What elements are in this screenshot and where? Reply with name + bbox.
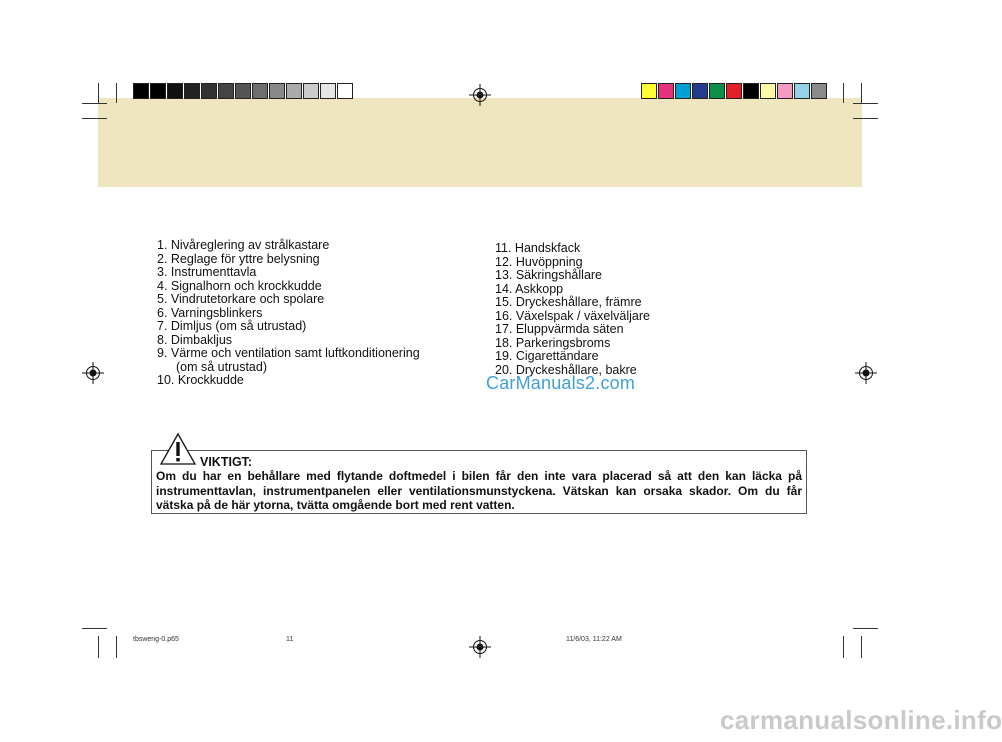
warning-triangle-icon <box>160 433 196 465</box>
grayscale-swatch-bar <box>133 83 354 100</box>
color-swatch <box>269 83 285 99</box>
list-item: 6. Varningsblinkers <box>157 305 263 320</box>
list-item: 13. Säkringshållare <box>495 268 603 282</box>
component-list-right <box>495 242 650 377</box>
registration-mark-right <box>855 362 877 384</box>
color-swatch <box>337 83 353 99</box>
watermark-carmanuals2: CarManuals2.com <box>486 373 636 393</box>
list-item: 4. Signalhorn och krockkudde <box>157 278 322 293</box>
warning-text: Om du har en behållare med flytande doftmedel i bilen får den inte vara placerad så att den kan läcka på instrumenttavlan, instrumentpanelen eller ventilationsmunstyckena. Vätskan kan orsaka skador. Om du får vätska på de här ytorna, tvätta omgående bort med rent vatten. <box>156 469 802 512</box>
header-band <box>98 98 862 187</box>
list-item: 11. Handskfack <box>495 241 581 255</box>
color-swatch <box>692 83 708 99</box>
color-swatch <box>709 83 725 99</box>
color-swatch <box>167 83 183 99</box>
list-item: 18. Parkeringsbroms <box>495 335 611 350</box>
list-item-continuation: (om så utrustad) <box>176 359 268 374</box>
footer-timestamp: 11/6/03, 11:22 AM <box>566 636 622 643</box>
color-swatch <box>201 83 217 99</box>
color-swatch <box>726 83 742 99</box>
list-item: 14. Askkopp <box>495 281 564 296</box>
list-item: 9. Värme och ventilation samt luftkonditionering <box>157 346 420 360</box>
footer-page-number: 11 <box>286 636 294 643</box>
registration-mark-bottom <box>469 636 491 658</box>
warning-title: VIKTIGT: <box>200 455 253 469</box>
list-item: 8. Dimbakljus <box>157 332 233 347</box>
list-item: 17. Eluppvärmda säten <box>495 322 624 336</box>
color-swatch <box>133 83 149 99</box>
list-item: 10. Krockkudde <box>157 373 244 387</box>
color-swatch <box>320 83 336 99</box>
color-swatch <box>184 83 200 99</box>
color-swatch <box>218 83 234 99</box>
color-swatch <box>743 83 759 99</box>
color-swatch <box>252 83 268 99</box>
list-item: 3. Instrumenttavla <box>157 265 257 279</box>
color-swatch <box>150 83 166 99</box>
color-swatch <box>286 83 302 99</box>
list-item: 15. Dryckeshållare, främre <box>495 295 642 309</box>
color-swatch <box>641 83 657 99</box>
color-swatch <box>658 83 674 99</box>
list-item: 19. Cigarettändare <box>495 349 599 363</box>
component-list-left <box>157 239 420 388</box>
registration-mark-left <box>82 362 104 384</box>
color-swatch <box>811 83 827 99</box>
list-item: 20. Dryckeshållare, bakre <box>495 362 637 377</box>
color-swatch <box>777 83 793 99</box>
footer-filename: tbsweng-0.p65 <box>133 636 179 643</box>
color-swatch <box>794 83 810 99</box>
color-swatch <box>235 83 251 99</box>
list-item: 7. Dimljus (om så utrustad) <box>157 319 307 333</box>
color-swatch <box>675 83 691 99</box>
color-swatch-bar <box>641 83 828 100</box>
watermark-carmanualsonline: carmanualsonline.info <box>720 705 1002 735</box>
list-item: 2. Reglage för yttre belysning <box>157 251 320 266</box>
registration-mark-top <box>469 84 491 106</box>
color-swatch <box>760 83 776 99</box>
list-item: 12. Huvöppning <box>495 254 583 269</box>
list-item: 5. Vindrutetorkare och spolare <box>157 292 325 306</box>
color-swatch <box>303 83 319 99</box>
warning-box <box>151 450 807 514</box>
list-item: 1. Nivåreglering av strålkastare <box>157 238 330 252</box>
list-item: 16. Växelspak / växelväljare <box>495 308 650 323</box>
